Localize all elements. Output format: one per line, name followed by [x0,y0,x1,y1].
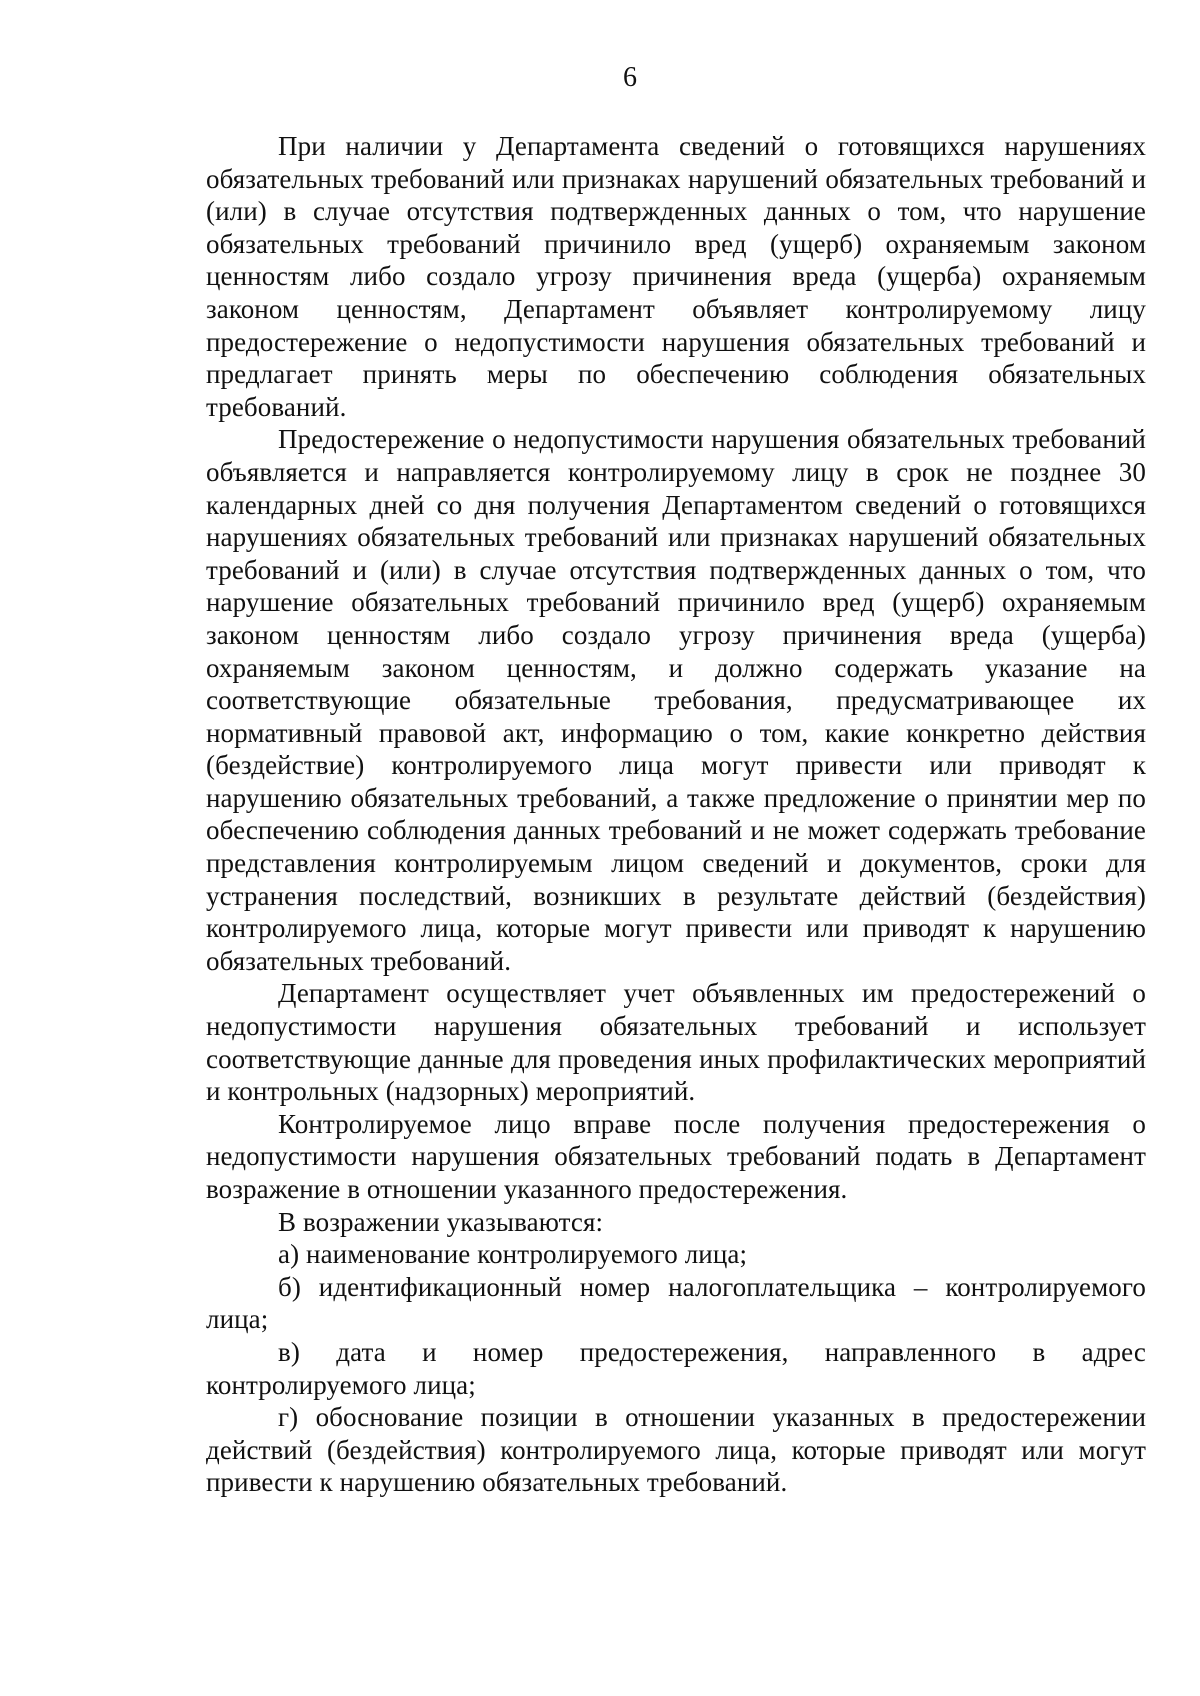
list-item-g: г) обоснование позиции в отношении указанных в предостережении действий (бездействия) контролируемого лица, которые приводят или могут привести к нарушению обязательных требований. [206,1402,1146,1498]
paragraph-objection-right: Контролируемое лицо вправе после получения предостережения о недопустимости нарушения обязательных требований подать в Департамент возражение в отношении указанного предостережения. [206,1108,1146,1204]
document-body [206,130,1146,1499]
page-number: 6 [623,62,637,93]
paragraph-warning-grounds: При наличии у Департамента сведений о готовящихся нарушениях обязательных требований или признаках нарушений обязательных требований и (или) в случае отсутствия подтвержденных данных о том, что нарушение обязательных требований причинило вред (ущерб) охраняемым законом ценностям либо создало угрозу причинения вреда (ущерба) охраняемым законом ценностям, Департамент объявляет контролируемому лицу предостережение о недопустимости нарушения обязательных требований и предлагает принять меры по обеспечению соблюдения обязательных требований. [206,131,1146,422]
list-item-b: б) идентификационный номер налогоплательщика – контролируемого лица; [206,1271,1146,1335]
list-item-v: в) дата и номер предостережения, направленного в адрес контролируемого лица; [206,1336,1146,1400]
paragraph-warning-deadline-content: Предостережение о недопустимости нарушения обязательных требований объявляется и направляется контролируемому лицу в срок не позднее 30 календарных дней со дня получения Департаментом сведений о готовящихся нарушениях обязательных требований или признаках нарушений обязательных требований и (или) в случае отсутствия подтвержденных данных о том, что нарушение обязательных требований причинило вред (ущерб) охраняемым законом ценностям либо создало угрозу причинения вреда (ущерба) охраняемым законом ценностям, и должно содержать указание на соответствующие обязательные требования, предусматривающее их нормативный правовой акт, информацию о том, какие конкретно действия (бездействие) контролируемого лица могут привести или приводят к нарушению обязательных требований, а также предложение о принятии мер по обеспечению соблюдения данных требований и не может содержать требование представления контролируемым лицом сведений и документов, сроки для устранения последствий, возникших в результате действий (бездействия) контролируемого лица, которые могут привести или приводят к нарушению обязательных требований. [206,424,1146,976]
paragraph-warning-accounting: Департамент осуществляет учет объявленных им предостережений о недопустимости нарушения обязательных требований и использует соответствующие данные для проведения иных профилактических мероприятий и контрольных (надзорных) мероприятий. [206,978,1146,1107]
paragraph-objection-contents-intro: В возражении указываются: [278,1206,604,1237]
list-item-a: а) наименование контролируемого лица; [278,1239,748,1270]
